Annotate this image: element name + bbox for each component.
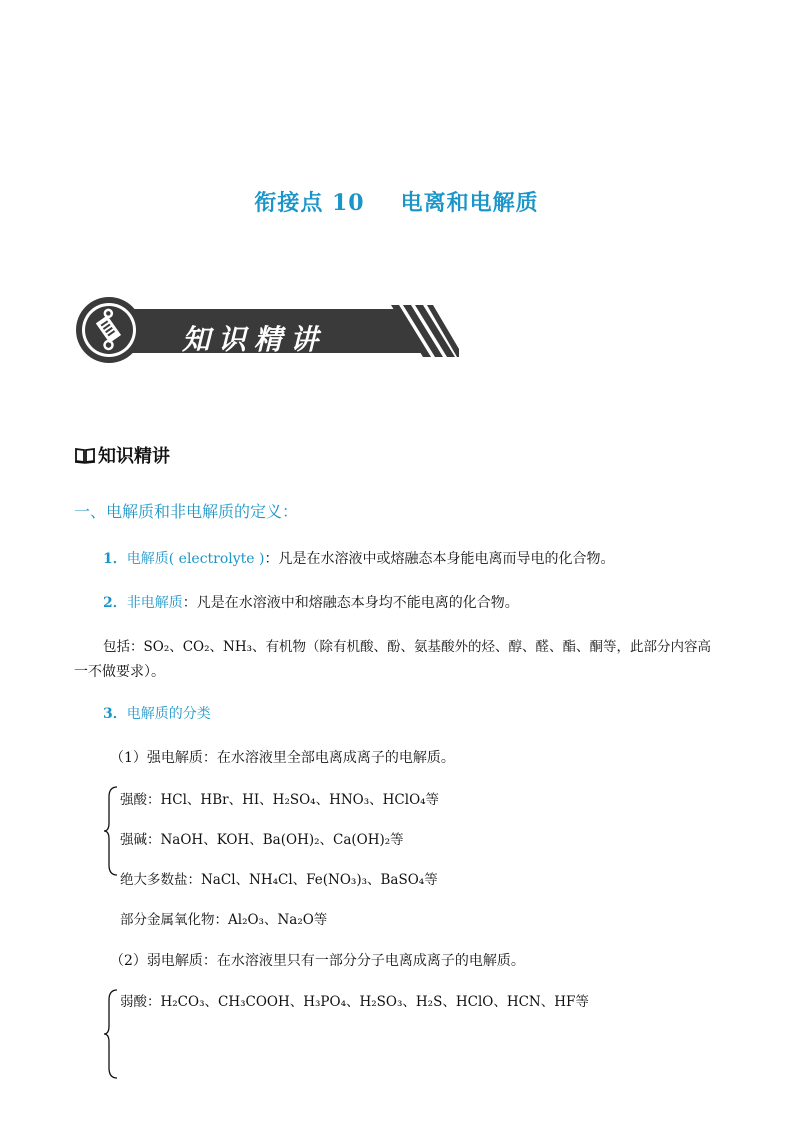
banner-label: 知识精讲 (182, 323, 327, 356)
item-number: 1． (103, 551, 127, 567)
item-number: 2． (103, 595, 127, 611)
strong-acid: 强酸：HCl、HBr、HI、H₂SO₄、HNO₃、HClO₄等 (120, 792, 440, 808)
weak-heading: （2）弱电解质：在水溶液里只有一部分分子电离成离子的电解质。 (110, 953, 525, 969)
strong-brace (103, 785, 119, 877)
definition-heading: 一、电解质和非电解质的定义： (74, 502, 299, 521)
strong-salt: 绝大多数盐：NaCl、NH₄Cl、Fe(NO₃)₃、BaSO₄等 (120, 872, 438, 888)
weak-acid: 弱酸：H₂CO₃、CH₃COOH、H₃PO₄、H₂SO₃、H₂S、HClO、HCN、HF等 (120, 994, 589, 1010)
electrolyte-def: ：凡是在水溶液中或熔融态本身能电离而导电的化合物。 (264, 551, 615, 567)
strong-oxide: 部分金属氧化物：Al₂O₃、Na₂O等 (120, 912, 328, 928)
page-title (0, 186, 793, 217)
electrolyte-definition (103, 548, 615, 568)
book-icon (74, 446, 96, 464)
strong-heading: （1）强电解质：在水溶液里全部电离成离子的电解质。 (110, 750, 455, 766)
title-topic: 电离和电解质 (400, 190, 539, 216)
classification-term: 电解质的分类 (126, 706, 211, 722)
nonelectrolyte-term: 非电解质 (126, 595, 183, 611)
electrolyte-term: 电解质( electrolyte ) (126, 551, 265, 567)
nonelectrolyte-definition (103, 592, 519, 612)
section-heading (74, 442, 170, 468)
item-number: 3． (103, 706, 127, 722)
classification-heading (103, 703, 211, 723)
nonelectrolyte-def: ：凡是在水溶液中和熔融态本身均不能电离的化合物。 (182, 595, 519, 611)
section-heading-text: 知识精讲 (98, 446, 170, 467)
include-line-1: 包括：SO₂、CO₂、NH₃、有机物（除有机酸、酚、氨基酸外的烃、醇、醛、酯、酮等，此部分内容高 (103, 639, 712, 655)
title-number: 衔接点 10 (254, 190, 365, 216)
weak-brace (103, 988, 119, 1080)
strong-base: 强碱：NaOH、KOH、Ba(OH)₂、Ca(OH)₂等 (120, 832, 404, 848)
include-line-2: 一不做要求）。 (74, 664, 165, 680)
